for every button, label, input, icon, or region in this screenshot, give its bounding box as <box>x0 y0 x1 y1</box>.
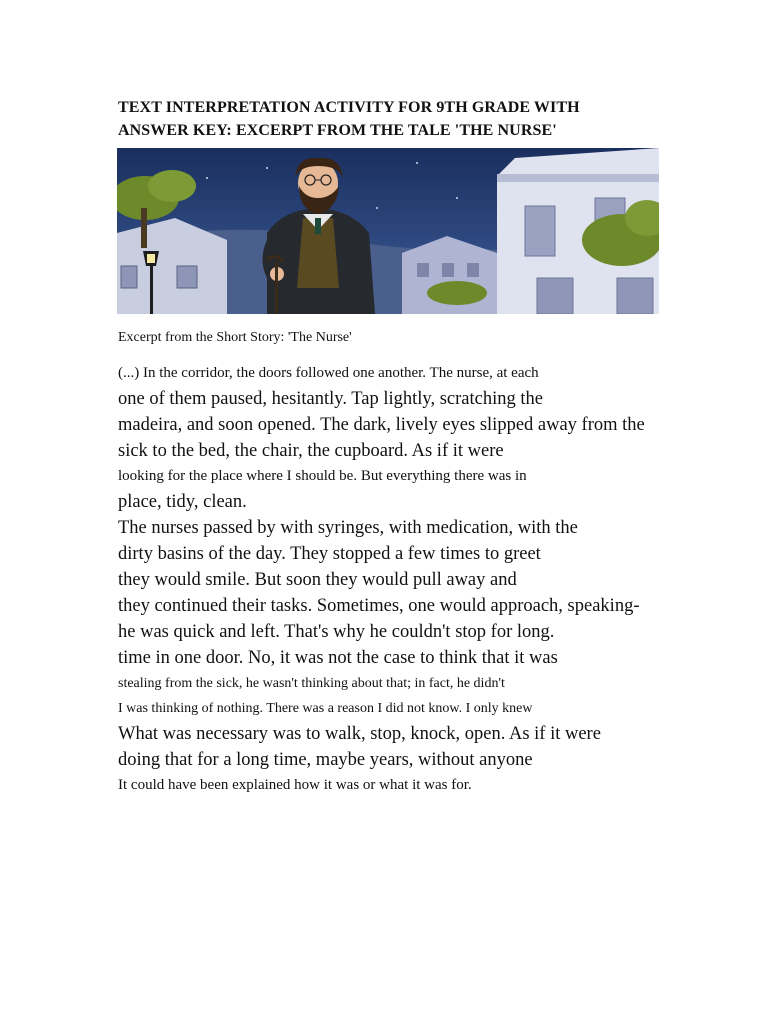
excerpt-line: one of them paused, hesitantly. Tap lightly, scratching the <box>118 389 543 409</box>
document-title <box>118 96 678 142</box>
excerpt-line: looking for the place where I should be. But everything there was in <box>118 468 527 484</box>
excerpt-line: madeira, and soon opened. The dark, lively eyes slipped away from the <box>118 415 645 435</box>
story-excerpt <box>118 361 718 798</box>
story-illustration <box>117 148 659 314</box>
excerpt-line: stealing from the sick, he wasn't thinking about that; in fact, he didn't <box>118 676 505 691</box>
excerpt-line: they continued their tasks. Sometimes, one would approach, speaking- <box>118 596 640 616</box>
excerpt-line: sick to the bed, the chair, the cupboard. As if it were <box>118 441 504 461</box>
excerpt-line: they would smile. But soon they would pull away and <box>118 570 517 590</box>
excerpt-line: (...) In the corridor, the doors followed one another. The nurse, at each <box>118 365 539 381</box>
illustration-caption: Excerpt from the Short Story: 'The Nurse' <box>118 330 352 345</box>
cartoon-bearded-man-with-cane-illustration <box>117 148 659 314</box>
excerpt-line: It could have been explained how it was or what it was for. <box>118 777 472 793</box>
title-line-2: ANSWER KEY: EXCERPT FROM THE TALE 'THE NURSE' <box>118 122 557 139</box>
excerpt-line: I was thinking of nothing. There was a reason I did not know. I only knew <box>118 701 533 716</box>
excerpt-line: he was quick and left. That's why he couldn't stop for long. <box>118 622 555 642</box>
excerpt-line: place, tidy, clean. <box>118 492 247 512</box>
excerpt-line: doing that for a long time, maybe years, without anyone <box>118 750 533 770</box>
excerpt-line: The nurses passed by with syringes, with medication, with the <box>118 518 578 538</box>
excerpt-line: dirty basins of the day. They stopped a few times to greet <box>118 544 541 564</box>
title-line-1: TEXT INTERPRETATION ACTIVITY FOR 9TH GRADE WITH <box>118 99 580 116</box>
excerpt-line: time in one door. No, it was not the case to think that it was <box>118 648 558 668</box>
excerpt-line: What was necessary was to walk, stop, knock, open. As if it were <box>118 724 601 744</box>
